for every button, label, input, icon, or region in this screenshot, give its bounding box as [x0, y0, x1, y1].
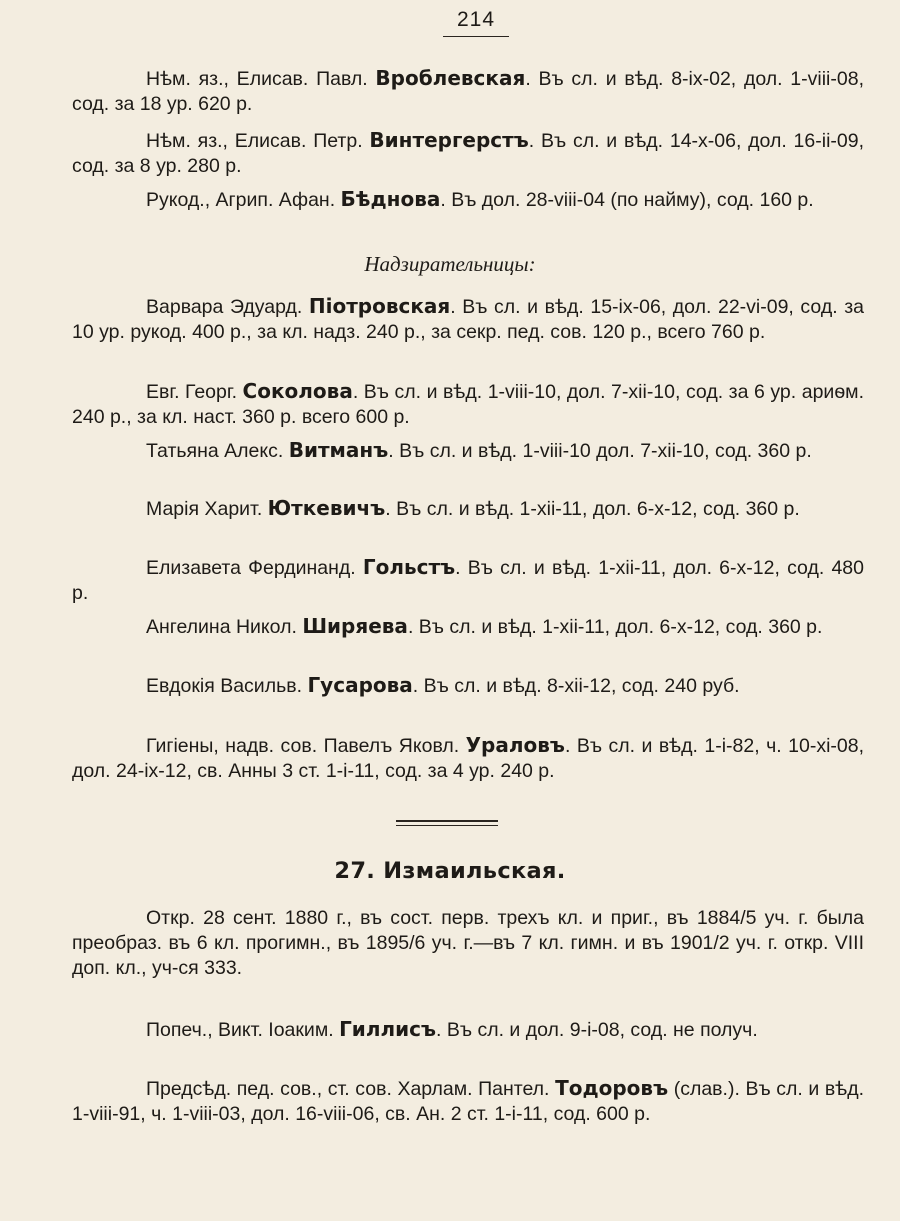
entry-surname: Вроблевская — [375, 66, 526, 90]
entry-text: . Въ сл. и вѣд. 1-і-82, ч. 10-хі-08, дол. 24-іх-12, св. Анны 3 ст. 1-і-11, сод. за 4 ур. 240 р. — [72, 735, 865, 782]
entry-text: . Въ сл. и вѣд. 14-х-06, дол. 16-іі-09, сод. за 8 ур. 280 р. — [72, 130, 865, 177]
entry-surname: Витманъ — [288, 438, 389, 462]
entry-surname: Ширяева — [302, 614, 408, 638]
entry-text: Нѣм. яз., Елисав. Павл. — [146, 68, 376, 90]
entry-surname: Ураловъ — [465, 733, 565, 757]
entry-text: . Въ сл. и вѣд. 1-хіі-11, дол. 6-х-12, сод. 360 р. — [385, 498, 800, 520]
entry-vroblevskaya — [72, 66, 864, 117]
entry-gusarova — [72, 673, 864, 699]
entry-text: Ангелина Никол. — [146, 616, 303, 638]
entry-text: . Въ сл. и дол. 9-і-08, сод. не получ. — [436, 1019, 758, 1041]
entry-vintergerst — [72, 128, 864, 179]
entry-todorov — [72, 1076, 864, 1127]
entry-text: Нѣм. яз., Елисав. Петр. — [146, 130, 370, 152]
entry-surname: Юткевичъ — [267, 496, 386, 520]
entry-text: Попеч., Викт. Іоаким. — [146, 1019, 340, 1041]
entry-text: Марія Харит. — [146, 498, 268, 520]
supervisors-heading: Надзирательницы: — [364, 252, 536, 276]
entry-text: (слав.). Въ сл. и вѣд. 1-viii-91, ч. 1-viii-03, дол. 16-viii-06, св. Ан. 2 ст. 1-і-11, сод. 600 р. — [72, 1078, 865, 1125]
entry-surname: Тодоровъ — [555, 1076, 669, 1100]
entry-uralov — [72, 733, 864, 784]
entry-surname: Піотровская — [308, 294, 451, 318]
entry-text: . Въ сл. и вѣд. 1-хіі-11, дол. 6-х-12, сод. 360 р. — [407, 616, 823, 638]
entry-text: . Въ сл. и вѣд. 15-іх-06, дол. 22-vі-09, сод. за 10 ур. рукод. 400 р., за кл. надз. 240 р., за секр. пед. сов. 120 р., всего 760 р. — [72, 296, 864, 343]
entry-vitman — [72, 438, 864, 464]
entry-text: . Въ сл. и вѣд. 1-хіі-11, дол. 6-х-12, сод. 480 р. — [72, 557, 864, 604]
section-title: 27. Измаильская. — [334, 858, 566, 884]
entry-bednova — [72, 187, 864, 213]
entry-surname: Винтергерстъ — [369, 128, 529, 152]
entry-text: Варвара Эдуард. — [146, 296, 309, 318]
entry-text: Предсѣд. пед. сов., ст. сов. Харлам. Пантел. — [146, 1078, 556, 1100]
entry-text: . Въ сл. и вѣд. 1-viii-10 дол. 7-хіі-10, сод. 360 р. — [388, 440, 812, 462]
entry-text: Евдокія Васильв. — [146, 675, 308, 697]
entry-piotrovskaya — [72, 294, 864, 345]
entry-surname: Гиллисъ — [339, 1017, 437, 1041]
entry-text: Евг. Георг. — [146, 381, 243, 403]
section-intro: Откр. 28 сент. 1880 г., въ сост. перв. трехъ кл. и приг., въ 1884/5 уч. г. была преобраз. въ 6 кл. прогимн., въ 1895/6 уч. г.—въ 7 кл. гимн. и въ 1901/2 уч. г. откр. VIII доп. кл., уч-ся 333. — [72, 907, 864, 979]
entry-text: . Въ сл. и вѣд. 1-viii-10, дол. 7-хіі-10, сод. за 6 ур. ариѳм. 240 р., за кл. наст. 360 р. всего 600 р. — [72, 381, 864, 428]
entry-text: Елизавета Фердинанд. — [146, 557, 363, 579]
entry-surname: Гусарова — [307, 673, 413, 697]
entry-text: Татьяна Алекс. — [146, 440, 289, 462]
entry-surname: Бѣднова — [340, 187, 441, 211]
entry-text: Рукод., Агрип. Афан. — [146, 189, 341, 211]
entry-text: . Въ дол. 28-viii-04 (по найму), сод. 160 р. — [440, 189, 814, 211]
entry-text: Гигіены, надв. сов. Павелъ Яковл. — [146, 735, 466, 757]
entry-yutkevich — [72, 496, 864, 522]
entry-surname: Гольстъ — [362, 555, 456, 579]
entry-surname: Соколова — [242, 379, 353, 403]
page-number: 214 — [443, 8, 509, 37]
entry-shiryaeva — [72, 614, 864, 640]
entry-text: . Въ сл. и вѣд. 8-іх-02, дол. 1-viii-08, сод. за 18 ур. 620 р. — [72, 68, 864, 115]
entry-gillis — [72, 1017, 864, 1043]
entry-text: . Въ сл. и вѣд. 8-хіі-12, сод. 240 руб. — [412, 675, 740, 697]
section-divider — [396, 820, 498, 829]
entry-sokolova — [72, 379, 864, 430]
entry-golst — [72, 555, 864, 606]
